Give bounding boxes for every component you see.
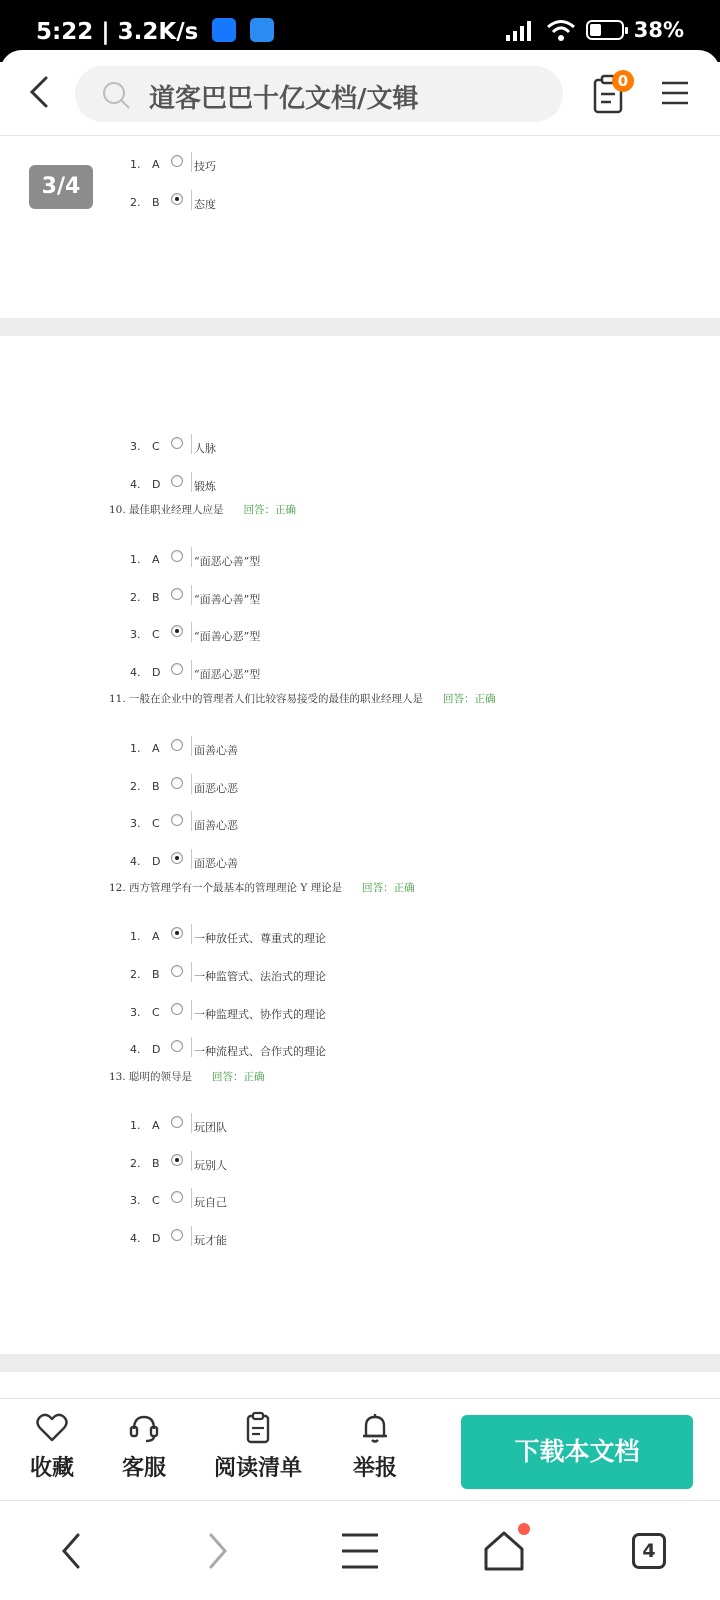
- status-right: [506, 18, 684, 42]
- option-item[interactable]: 2. B 一种监管式、法治式的理论: [130, 968, 170, 988]
- notification-dot: [518, 1523, 530, 1535]
- radio-icon[interactable]: [171, 663, 183, 675]
- upload-icon: [250, 18, 274, 42]
- option-item[interactable]: 3. C 玩自己: [130, 1194, 170, 1214]
- heart-icon: [35, 1411, 69, 1445]
- option-text: 面善心善: [194, 744, 238, 757]
- option-item[interactable]: 2. B “面善心善”型: [130, 591, 170, 611]
- radio-icon[interactable]: [171, 1040, 183, 1052]
- nav-forward-icon[interactable]: [195, 1529, 239, 1573]
- radio-icon[interactable]: [171, 1229, 183, 1241]
- radio-icon[interactable]: [171, 927, 183, 939]
- radio-icon[interactable]: [171, 739, 183, 751]
- search-input[interactable]: [75, 66, 563, 122]
- option-item[interactable]: 3. C “面善心恶”型: [130, 628, 170, 648]
- option-text: “面恶心恶”型: [194, 668, 261, 681]
- radio-icon[interactable]: [171, 965, 183, 977]
- option-text: 玩别人: [194, 1159, 227, 1172]
- radio-icon[interactable]: [171, 1154, 183, 1166]
- nav-menu-icon[interactable]: [338, 1529, 382, 1573]
- tabs-button[interactable]: 4: [632, 1533, 666, 1569]
- option-text: 一种流程式、合作式的理论: [194, 1045, 326, 1058]
- radio-icon[interactable]: [171, 1191, 183, 1203]
- option-text: 一种监理式、协作式的理论: [194, 1008, 326, 1021]
- question-title: 11. 一般在企业中的管理者人们比较容易接受的最佳的职业经理人是 回答：正确: [109, 693, 496, 705]
- option-item[interactable]: 4. D “面恶心恶”型: [130, 666, 170, 686]
- option-text: 态度: [194, 198, 216, 211]
- question-title: 10. 最佳职业经理人应是 回答：正确: [109, 504, 297, 516]
- option-item[interactable]: 3. C 面善心恶: [130, 817, 170, 837]
- bell-icon: [358, 1411, 392, 1445]
- battery-percent: 38%: [633, 18, 684, 42]
- option-text: 面恶心善: [194, 857, 238, 870]
- option-text: 玩才能: [194, 1234, 227, 1247]
- page-indicator: 3/4: [29, 165, 93, 209]
- option-item[interactable]: 4. D 面恶心善: [130, 855, 170, 875]
- radio-icon[interactable]: [171, 814, 183, 826]
- option-item[interactable]: 2. B 玩别人: [130, 1157, 170, 1177]
- signal-icon: [506, 19, 536, 41]
- option-text: 面善心恶: [194, 819, 238, 832]
- radio-icon[interactable]: [171, 777, 183, 789]
- page-divider: [0, 318, 720, 336]
- answer-status: 回答：正确: [212, 1071, 265, 1083]
- radio-icon[interactable]: [171, 193, 183, 205]
- status-left: [36, 18, 274, 45]
- option-item[interactable]: 1. A 一种放任式、尊重式的理论: [130, 930, 170, 950]
- option-text: 一种监管式、法治式的理论: [194, 970, 326, 983]
- option-item[interactable]: 2. B 面恶心恶: [130, 780, 170, 800]
- list-icon: [241, 1411, 275, 1445]
- option-item[interactable]: 4. D 锻炼: [130, 478, 170, 498]
- answer-status: 回答：正确: [243, 504, 297, 516]
- battery-fill: [590, 24, 601, 36]
- nav-home-icon[interactable]: [482, 1529, 526, 1573]
- reading-list-button[interactable]: 阅读清单: [208, 1411, 308, 1482]
- question-title: 12. 西方管理学有一个最基本的管理理论 Y 理论是 回答：正确: [109, 882, 415, 894]
- option-item[interactable]: 4. D 玩才能: [130, 1232, 170, 1252]
- option-text: 锻炼: [194, 480, 216, 493]
- page-divider: [0, 1354, 720, 1372]
- option-text: “面恶心善”型: [194, 555, 261, 568]
- radio-icon[interactable]: [171, 625, 183, 637]
- nav-back-icon[interactable]: [50, 1529, 94, 1573]
- header: [0, 50, 720, 136]
- radio-icon[interactable]: [171, 1116, 183, 1128]
- system-nav-bar: [0, 1500, 720, 1600]
- option-text: 人脉: [194, 442, 216, 455]
- radio-icon[interactable]: [171, 437, 183, 449]
- favorite-button[interactable]: 收藏: [22, 1411, 82, 1482]
- radio-icon[interactable]: [171, 588, 183, 600]
- radio-icon[interactable]: [171, 155, 183, 167]
- service-button[interactable]: 客服: [114, 1411, 174, 1482]
- option-text: “面善心善”型: [194, 593, 261, 606]
- menu-icon[interactable]: [660, 78, 690, 108]
- option-text: 玩自己: [194, 1196, 227, 1209]
- alipay-icon: [212, 18, 236, 42]
- option-item[interactable]: 4. D 一种流程式、合作式的理论: [130, 1043, 170, 1063]
- search-placeholder: 道客巴巴十亿文档/文辑: [149, 84, 419, 114]
- report-button[interactable]: 举报: [345, 1411, 405, 1482]
- radio-icon[interactable]: [171, 852, 183, 864]
- cart-badge: 0: [612, 70, 634, 92]
- option-item[interactable]: 2. B 态度: [130, 196, 170, 216]
- radio-icon[interactable]: [171, 1003, 183, 1015]
- option-text: “面善心恶”型: [194, 630, 261, 643]
- download-button[interactable]: 下载本文档: [461, 1415, 693, 1489]
- option-text: 技巧: [194, 160, 216, 173]
- option-item[interactable]: 1. A 技巧: [130, 158, 170, 178]
- back-arrow-icon[interactable]: [20, 70, 60, 114]
- battery-icon: [586, 20, 624, 40]
- radio-icon[interactable]: [171, 550, 183, 562]
- option-item[interactable]: 1. A 面善心善: [130, 742, 170, 762]
- option-text: 玩团队: [194, 1121, 227, 1134]
- action-bar: [0, 1398, 720, 1500]
- wifi-icon: [546, 18, 576, 42]
- status-time-speed: 5:22 | 3.2K/s: [36, 19, 199, 45]
- search-icon: [101, 80, 131, 110]
- answer-status: 回答：正确: [443, 693, 496, 705]
- headset-icon: [127, 1411, 161, 1445]
- option-item[interactable]: 1. A 玩团队: [130, 1119, 170, 1139]
- question-title: 13. 聪明的领导是 回答：正确: [109, 1071, 265, 1083]
- radio-icon[interactable]: [171, 475, 183, 487]
- answer-status: 回答：正确: [362, 882, 415, 894]
- option-text: 一种放任式、尊重式的理论: [194, 932, 326, 945]
- option-item[interactable]: 1. A “面恶心善”型: [130, 553, 170, 573]
- option-item[interactable]: 3. C 一种监理式、协作式的理论: [130, 1006, 170, 1026]
- option-item[interactable]: 3. C 人脉: [130, 440, 170, 460]
- option-text: 面恶心恶: [194, 782, 238, 795]
